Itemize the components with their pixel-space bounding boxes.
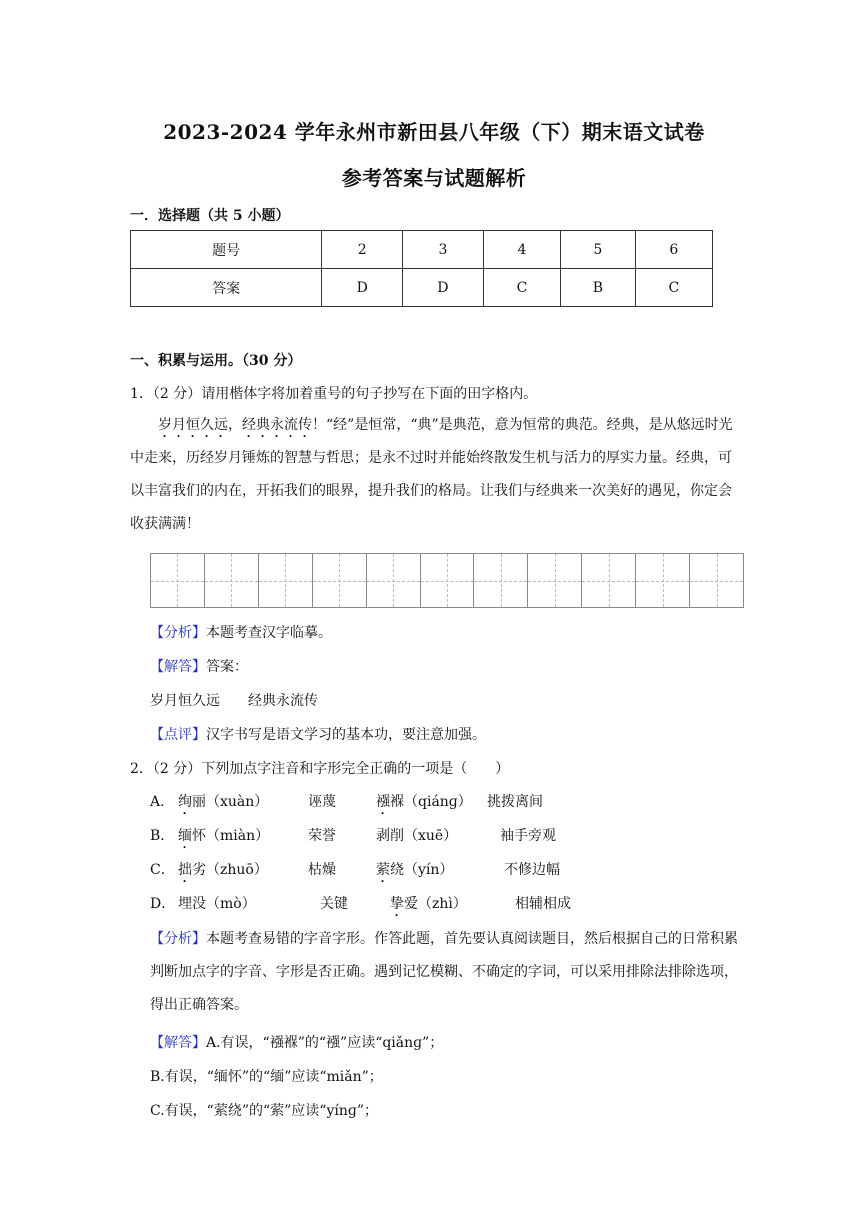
q2-answer-c: C.有误，“萦绕”的“萦”应读“yínɡ”；: [150, 1103, 378, 1119]
word-text: 怀（miàn）: [192, 828, 270, 844]
q1-analysis: [150, 623, 332, 643]
emphasized-sentence-1: 岁月恒久远: [158, 417, 228, 433]
option-a-word2: 诬蔑: [308, 794, 336, 810]
dotted-char: 缅: [178, 828, 192, 844]
table-cell: C: [483, 269, 560, 307]
option-b-label: B．: [150, 828, 175, 844]
option-b-word1: [178, 826, 269, 852]
option-a-word4: 挑拨离间: [487, 794, 543, 810]
option-a-word3: [376, 792, 472, 818]
grid-cell[interactable]: [528, 554, 582, 607]
option-a-word1: [178, 792, 268, 818]
analysis-text: 本题考查易错的字音字形。作答此题，首先要认真阅读题目，然后根据自己的日常积累判断加点字的字音、字形是否正确。遇到记忆模糊、不确定的字词，可以采用排除法排除选项，得出正确答案。: [150, 931, 738, 1013]
q2-analysis: [150, 923, 740, 1022]
answer-text: A.有误，“襁褓”的“襁”应读“qiǎnɡ”；: [206, 1035, 444, 1051]
option-c-word3: [376, 860, 453, 886]
table-cell: 5: [561, 231, 636, 269]
grid-cell[interactable]: [205, 554, 259, 607]
grid-cell[interactable]: [421, 554, 475, 607]
q2-stem: 2．（2 分）下列加点字注音和字形完全正确的一项是（ ）: [130, 761, 510, 777]
answer-label: 答案：: [206, 659, 248, 675]
word-text: 褓（qiánɡ）: [390, 794, 472, 810]
dotted-char: 挚: [390, 896, 404, 912]
passage-separator: ，: [228, 417, 242, 433]
dotted-char: 襁: [376, 794, 390, 810]
option-d-word1: 埋没（mò）: [178, 896, 256, 912]
option-c-label: C．: [150, 862, 175, 878]
q2-answer-a: [150, 1033, 443, 1053]
word-text: 爱（zhì）: [404, 896, 467, 912]
table-cell: 题号: [131, 231, 322, 269]
passage-text: ！“经”是恒常，“典”是典范，意为恒常的典范。经典，是从悠远时光中走来，历经岁月锤炼的智慧与哲思；是永不过时并能始终散发生机与活力的厚实力量。经典，可以丰富我们的内在，开拓我们的眼界，提升我们的格局。让我们与经典来一次美好的遇见，你定会收获满满！: [130, 417, 733, 532]
section-heading-choice: 一．选择题（共 5 小题）: [130, 208, 290, 224]
option-b-word3: 剥削（xuē）: [376, 828, 458, 844]
option-c-word4: 不修边幅: [504, 862, 560, 878]
table-cell: 4: [483, 231, 560, 269]
analysis-text: 本题考查汉字临摹。: [206, 625, 332, 641]
grid-cell[interactable]: [474, 554, 528, 607]
option-b-word4: 袖手旁观: [500, 828, 556, 844]
answer-tag: 【解答】: [150, 659, 206, 675]
grid-cell[interactable]: [259, 554, 313, 607]
table-cell: 6: [635, 231, 712, 269]
option-d-word3: [390, 894, 467, 920]
comment-text: 汉字书写是语文学习的基本功，要注意加强。: [206, 727, 486, 743]
grid-cell[interactable]: [690, 554, 743, 607]
analysis-tag: 【分析】: [150, 625, 206, 641]
dotted-char: 萦: [376, 862, 390, 878]
document-title: 2023-2024 学年永州市新田县八年级（下）期末语文试卷: [163, 120, 705, 144]
answer-table: [130, 230, 713, 307]
table-cell: 答案: [131, 269, 322, 307]
option-c-word1: [178, 860, 268, 886]
option-d-word4: 相辅相成: [515, 896, 571, 912]
q1-answer: [150, 657, 248, 677]
emphasized-sentence-2: 经典永流传: [242, 417, 312, 433]
grid-cell[interactable]: [582, 554, 636, 607]
q1-answer-text: 岁月恒久远 经典永流传: [150, 693, 318, 709]
word-text: 绕（yín）: [390, 862, 454, 878]
table-cell: 3: [403, 231, 484, 269]
grid-cell[interactable]: [151, 554, 205, 607]
option-d-word2: 关键: [320, 896, 348, 912]
section-heading-accumulation: 一、积累与运用。（30 分）: [130, 353, 302, 369]
grid-cell[interactable]: [367, 554, 421, 607]
option-a-label: A．: [150, 794, 175, 810]
table-cell: C: [635, 269, 712, 307]
word-text: 劣（zhuō）: [192, 862, 268, 878]
q2-answer-b: B.有误，“缅怀”的“缅”应读“miǎn”；: [150, 1069, 383, 1085]
word-text: 丽（xuàn）: [192, 794, 269, 810]
table-cell: D: [322, 269, 403, 307]
q1-passage: [130, 409, 742, 541]
q1-stem: 1．（2 分）请用楷体字将加着重号的句子抄写在下面的田字格内。: [130, 386, 538, 402]
q1-comment: [150, 725, 486, 745]
dotted-char: 绚: [178, 794, 192, 810]
answer-tag: 【解答】: [150, 1035, 206, 1051]
dotted-char: 拙: [178, 862, 192, 878]
document-subtitle: 参考答案与试题解析: [341, 166, 527, 190]
comment-tag: 【点评】: [150, 727, 206, 743]
option-d-label: D．: [150, 896, 176, 912]
grid-cell[interactable]: [313, 554, 367, 607]
table-row: [131, 231, 713, 269]
grid-cell[interactable]: [636, 554, 690, 607]
table-cell: 2: [322, 231, 403, 269]
tianzige-grid[interactable]: [150, 553, 744, 608]
table-cell: D: [403, 269, 484, 307]
table-row: [131, 269, 713, 307]
analysis-tag: 【分析】: [150, 931, 206, 947]
option-b-word2: 荣誉: [308, 828, 336, 844]
table-cell: B: [561, 269, 636, 307]
option-c-word2: 枯燥: [308, 862, 336, 878]
